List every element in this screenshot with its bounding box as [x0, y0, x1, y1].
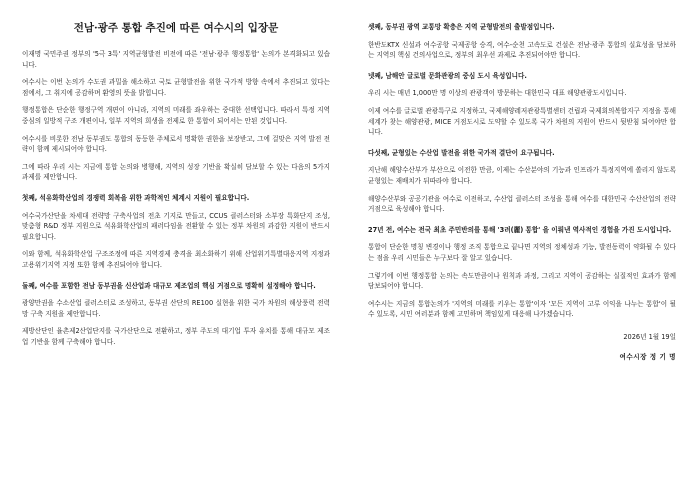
- right-column: [368, 22, 676, 362]
- paragraph: 우리 시는 매년 1,000만 명 이상의 관광객이 방문하는 대한민국 대표 해양관광도시입니다.: [368, 89, 627, 98]
- paragraph: 이와 함께, 석유화학산업 구조조정에 따른 지역경제 충격을 최소화하기 위해 산업위기특별대응지역 지정과 고용위기지역 지정 또한 함께 추진되어야 합니다.: [22, 250, 330, 269]
- right-paragraphs: [368, 22, 676, 320]
- section-heading: 둘째, 여수를 포함한 전남 동부권을 신산업과 대규모 제조업의 핵심 거점으로 명확히 설정해야 합니다.: [22, 281, 316, 290]
- paragraph: 여수시를 비롯한 전남 동부권도 통합의 동등한 주체로서 명확한 권한을 보장받고, 그에 걸맞은 지역 발전 전략이 함께 제시되어야 합니다.: [22, 134, 330, 154]
- left-paragraphs: [22, 49, 330, 347]
- signature-name: 여수시장 정 기 명: [619, 352, 676, 361]
- paragraph: 제방산단인 율촌제2산업단지를 국가산단으로 전환하고, 정부 주도의 대기업 투자 유치를 통해 대규모 제조업 기반을 함께 구축해야 합니다.: [22, 327, 330, 346]
- paragraph: 행정통합은 단순한 행정구역 개편이 아니라, 지역의 미래를 좌우하는 중대한 선택입니다. 따라서 특정 지역 중심의 일방적 구조 개편이나, 일부 지역의 희생을 전제로 한 통합이 되어서는 안된 것입니다.: [22, 106, 330, 125]
- paragraph: 여수시는 이번 논의가 수도권 과밀을 해소하고 국토 균형발전을 위한 국가적 방향 속에서 추진되고 있다는 점에서, 그 취지에 공감하며 환영의 뜻을 밝힙니다.: [22, 78, 330, 97]
- section-heading: 넷째, 남해안 글로벌 문화관광의 중심 도시 육성입니다.: [368, 71, 527, 80]
- left-column: [22, 14, 330, 354]
- section-heading: 27년 전, 여수는 전국 최초 주민반의를 통해 '3려(麗) 통합' 을 이뤄낸 역사적인 경험을 가진 도시입니다.: [368, 225, 672, 234]
- paragraph: 광양만권을 수소산업 클러스터로 조성하고, 동부권 산단의 RE100 실현을 위한 국가 차원의 해상풍력 전력망 구축 지원을 제안합니다.: [22, 299, 330, 318]
- paragraph: 그에 따라 우리 시는 지금에 통합 논의와 병행해, 지역의 성장 기반을 확실히 담보할 수 있는 다음의 5가지 과제를 제안합니다.: [22, 162, 330, 182]
- paragraph: 여수시는 지금의 통합논의가 '지역의 미래를 키우는 통합'이자 '모든 지역이 고루 이익을 나누는 통합'이 될 수 있도록, 시민 여러분과 함께 고민하며 책임있게 대응해 나가겠습니다.: [368, 299, 676, 319]
- document-title: 전남·광주 통합 추진에 따른 여수시의 입장문: [73, 22, 279, 34]
- paragraph: 이재명 국민주권 정부의 '5극 3특' 지역균형발전 비전에 따른 '전남·광주 행정통합' 논의가 본격화되고 있습니다.: [22, 50, 330, 69]
- paragraph: 그렇기에 이번 행정통합 논의는 속도만큼이나 원칙과 과정, 그리고 지역이 공감하는 실질적인 효과가 함께 담보되어야 합니다.: [368, 271, 676, 291]
- section-heading: 다섯째, 균형있는 수산업 발전을 위한 국가적 결단이 요구됩니다.: [368, 148, 555, 157]
- section-heading: 첫째, 석유화학산업의 경쟁력 회복을 위한 과학적인 체계시 지원이 필요합니다.: [22, 193, 250, 202]
- paragraph: 이제 여수를 글로벌 관광특구로 지정하고, 국제해양레저관광특별센터 건립과 국제회의복합지구 지정을 통해 세계가 찾는 해양관광, MICE 거점도시로 도약할 수 있도록 국가 차원의 지원이 반드시 뒷받침 되어야만 합니다.: [368, 106, 676, 137]
- paragraph: 여수국가산단을 차세대 전략망 구축사업의 전초 기지로 만들고, CCUS 클러스터와 소부장 특화단지 조성, 맞춤형 R&D 정부 지원으로 석유화학산업의 패러다임을 전환할 수 있는 정부 차원의 과감한 지원이 반드시 필요합니다.: [22, 211, 330, 241]
- paragraph: 통합이 단순한 명칭 변경이나 행정 조직 통합으로 끝나면 지역의 정체성과 기능, 발전동력이 약화될 수 있다는 점을 우리 시민들은 누구보다 잘 알고 있습니다.: [368, 243, 676, 262]
- paragraph: 한반도KTX 신설과 여수공항 국제공항 승격, 여수-순천 고속도로 건설은 전남·광주 통합의 실효성을 담보하는 지역의 핵심 건의사업으로, 정부의 최우선 과제로 추진되어야만 합니다.: [368, 40, 676, 60]
- paragraph: 지난해 해양수산부가 부산으로 이전한 만큼, 이제는 수산분야의 기능과 인프라가 특정지역에 쏠리지 않도록 균형있는 재배치가 뒤따라야 합니다.: [368, 166, 676, 185]
- section-heading: 셋째, 동부권 광역 교통망 확충은 지역 균형발전의 출발점입니다.: [368, 23, 555, 31]
- signature-block: [368, 332, 676, 362]
- date-line: 2026년 1월 19일: [623, 332, 676, 341]
- paragraph: 해양수산부와 공공기관을 여수로 이전하고, 수산업 클러스터 조성을 통해 여수를 대한민국 수산산업의 전략거점으로 육성해야 합니다.: [368, 194, 676, 214]
